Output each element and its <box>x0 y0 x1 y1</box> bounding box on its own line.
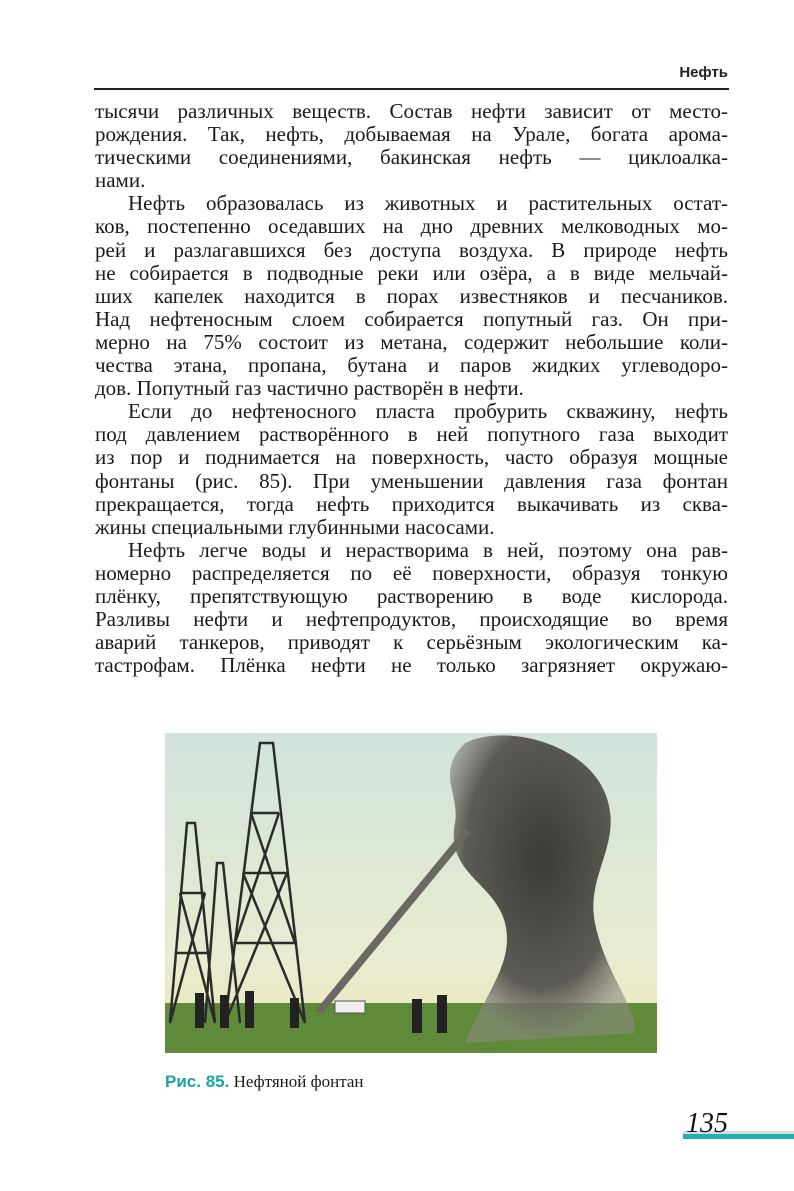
text-line: фонтаны (рис. 85). При уменьшении давления газа фонтан <box>95 468 728 493</box>
text-line: дов. Попутный газ частично растворён в нефти. <box>95 376 524 401</box>
text-line: тысячи различных веществ. Состав нефти зависит от место- <box>95 99 728 123</box>
paragraph <box>95 192 728 400</box>
house <box>335 1001 365 1013</box>
text-line: номерно распределяется по её поверхности, образуя тонкую <box>95 560 728 585</box>
text-line: Над нефтеносным слоем собирается попутный газ. Он при- <box>95 306 728 331</box>
header-rule <box>94 88 729 90</box>
running-header: Нефть <box>679 64 728 81</box>
text-line: нами. <box>95 168 146 193</box>
text-line: чества этана, пропана, бутана и паров жидких углеводоро- <box>95 353 728 378</box>
page-number: 135 <box>686 1108 728 1139</box>
text-line: тическими соединениями, бакинская нефть — циклоалка- <box>95 145 728 170</box>
figure-caption <box>165 1072 364 1092</box>
text-line: Нефть легче воды и нерастворима в ней, поэтому она рав- <box>128 537 728 562</box>
text-line: не собирается в подводные реки или озёра, а в виде мельчай- <box>95 260 728 285</box>
text-line: аварий танкеров, приводят к серьёзным экологическим ка- <box>95 630 728 655</box>
text-line: ших капелек находится в порах известняков и песчаников. <box>95 283 728 308</box>
text-line: под давлением растворённого в ней попутного газа выходит <box>95 422 728 447</box>
text-line: Нефть образовалась из животных и растительных остат- <box>128 191 728 216</box>
paragraph <box>95 100 728 192</box>
text-line: Разливы нефти и нефтепродуктов, происходящие во время <box>95 607 728 632</box>
text-line: ков, постепенно оседавших на дно древних мелководных мо- <box>95 214 728 239</box>
text-line: плёнку, препятствующую растворению в воде кислорода. <box>95 583 728 608</box>
text-line: прекращается, тогда нефть приходится выкачивать из сква- <box>95 491 728 516</box>
figure-caption-text: Нефтяной фонтан <box>233 1072 364 1091</box>
text-line: Если до нефтеносного пласта пробурить скважину, нефть <box>128 399 728 424</box>
figure-label: Рис. 85. <box>165 1072 230 1091</box>
text-line: рождения. Так, нефть, добываемая на Урале, богата арома- <box>95 122 728 147</box>
text-line: рей и разлагавшихся без доступа воздуха. В природе нефть <box>95 237 728 262</box>
oil-gusher-photo <box>165 733 657 1053</box>
body-text <box>95 100 728 677</box>
text-line: тастрофам. Плёнка нефти не только загрязняет окружаю- <box>95 653 728 678</box>
text-line: мерно на 75% состоит из метана, содержит небольшие коли- <box>95 329 728 354</box>
oil-gusher-illustration <box>165 733 657 1053</box>
text-line: жины специальными глубинными насосами. <box>95 514 495 539</box>
text-line: из пор и поднимается на поверхность, часто образуя мощные <box>95 445 728 470</box>
paragraph <box>95 400 728 539</box>
paragraph <box>95 539 728 678</box>
